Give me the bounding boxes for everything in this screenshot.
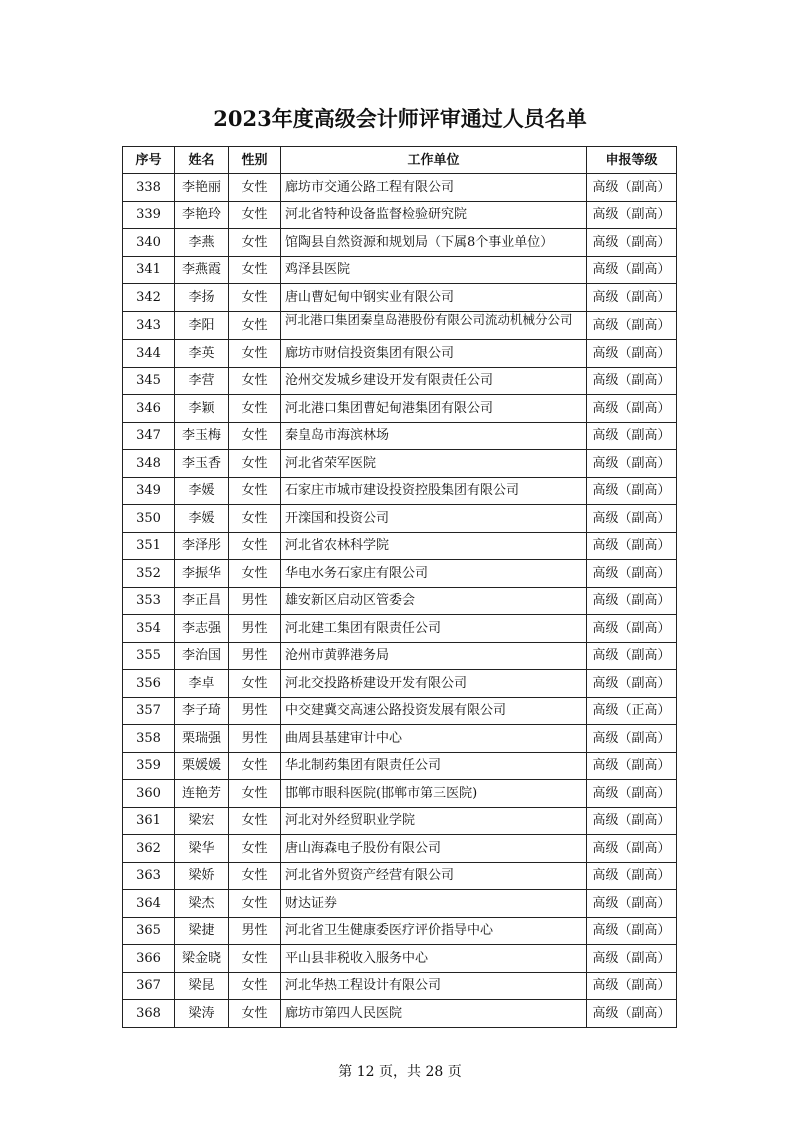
cell-name: 李治国 [175,642,229,670]
cell-unit: 河北省外贸资产经营有限公司 [281,862,587,890]
cell-name: 栗媛媛 [175,752,229,780]
cell-seq: 351 [123,532,175,560]
cell-level: 高级（副高） [587,311,677,340]
cell-seq: 346 [123,395,175,423]
cell-name: 栗瑞强 [175,725,229,753]
cell-gender: 女性 [229,505,281,533]
cell-name: 李燕 [175,229,229,257]
cell-name: 梁华 [175,835,229,863]
cell-unit: 沧州市黄骅港务局 [281,642,587,670]
cell-gender: 女性 [229,229,281,257]
cell-gender: 男性 [229,642,281,670]
cell-level: 高级（副高） [587,670,677,698]
table-row [123,560,677,588]
cell-name: 李阳 [175,311,229,340]
cell-gender: 女性 [229,890,281,918]
cell-seq: 341 [123,256,175,284]
cell-name: 李颖 [175,395,229,423]
cell-seq: 342 [123,284,175,312]
cell-unit: 河北港口集团曹妃甸港集团有限公司 [281,395,587,423]
cell-unit: 财达证券 [281,890,587,918]
cell-gender: 男性 [229,725,281,753]
cell-level: 高级（副高） [587,256,677,284]
cell-level: 高级（副高） [587,229,677,257]
header-level: 申报等级 [587,147,677,174]
table-row [123,862,677,890]
cell-seq: 349 [123,477,175,505]
cell-gender: 男性 [229,587,281,615]
table-row [123,477,677,505]
cell-name: 李艳丽 [175,174,229,202]
cell-unit: 华电水务石家庄有限公司 [281,560,587,588]
table-row [123,697,677,725]
table-row [123,450,677,478]
header-unit: 工作单位 [281,147,587,174]
cell-unit: 廊坊市财信投资集团有限公司 [281,340,587,368]
cell-name: 梁杰 [175,890,229,918]
table-row [123,780,677,808]
cell-gender: 男性 [229,697,281,725]
table-row [123,229,677,257]
cell-name: 李艳玲 [175,201,229,229]
cell-level: 高级（副高） [587,340,677,368]
cell-seq: 365 [123,917,175,945]
table-row [123,725,677,753]
cell-seq: 363 [123,862,175,890]
table-row [123,311,677,340]
roster-table [122,146,677,1028]
cell-name: 李振华 [175,560,229,588]
cell-name: 李泽彤 [175,532,229,560]
page-footer: 第 12 页，共 28 页 [338,1064,462,1080]
cell-unit: 中交建冀交高速公路投资发展有限公司 [281,697,587,725]
cell-seq: 352 [123,560,175,588]
cell-gender: 女性 [229,367,281,395]
cell-level: 高级（副高） [587,560,677,588]
cell-unit: 华北制药集团有限责任公司 [281,752,587,780]
cell-gender: 女性 [229,174,281,202]
cell-seq: 357 [123,697,175,725]
cell-gender: 女性 [229,807,281,835]
cell-unit: 廊坊市交通公路工程有限公司 [281,174,587,202]
cell-name: 梁娇 [175,862,229,890]
table-row [123,890,677,918]
cell-level: 高级（副高） [587,367,677,395]
cell-gender: 女性 [229,395,281,423]
cell-unit: 唐山曹妃甸中钢实业有限公司 [281,284,587,312]
cell-gender: 女性 [229,780,281,808]
cell-level: 高级（副高） [587,945,677,973]
cell-name: 李英 [175,340,229,368]
cell-unit: 沧州交发城乡建设开发有限责任公司 [281,367,587,395]
cell-unit: 廊坊市第四人民医院 [281,1000,587,1028]
cell-unit: 鸡泽县医院 [281,256,587,284]
cell-level: 高级（副高） [587,284,677,312]
table-row [123,615,677,643]
cell-level: 高级（副高） [587,807,677,835]
cell-gender: 女性 [229,477,281,505]
cell-level: 高级（副高） [587,725,677,753]
table-row [123,505,677,533]
cell-name: 李志强 [175,615,229,643]
cell-seq: 368 [123,1000,175,1028]
table-row [123,752,677,780]
cell-gender: 女性 [229,284,281,312]
table-row [123,835,677,863]
cell-gender: 女性 [229,311,281,340]
cell-gender: 女性 [229,256,281,284]
cell-seq: 345 [123,367,175,395]
cell-gender: 女性 [229,945,281,973]
cell-seq: 361 [123,807,175,835]
cell-seq: 360 [123,780,175,808]
cell-level: 高级（副高） [587,422,677,450]
cell-gender: 女性 [229,201,281,229]
header-seq: 序号 [123,147,175,174]
cell-level: 高级（副高） [587,1000,677,1028]
cell-name: 李扬 [175,284,229,312]
cell-seq: 338 [123,174,175,202]
table-row [123,670,677,698]
cell-seq: 367 [123,972,175,1000]
cell-level: 高级（副高） [587,917,677,945]
cell-unit: 河北华热工程设计有限公司 [281,972,587,1000]
cell-seq: 348 [123,450,175,478]
cell-seq: 358 [123,725,175,753]
cell-gender: 女性 [229,1000,281,1028]
cell-level: 高级（副高） [587,201,677,229]
cell-seq: 354 [123,615,175,643]
cell-unit: 邯郸市眼科医院(邯郸市第三医院) [281,780,587,808]
cell-seq: 353 [123,587,175,615]
cell-unit: 河北省卫生健康委医疗评价指导中心 [281,917,587,945]
cell-name: 梁涛 [175,1000,229,1028]
cell-level: 高级（副高） [587,972,677,1000]
table-row [123,284,677,312]
cell-seq: 356 [123,670,175,698]
table-row [123,256,677,284]
cell-level: 高级（副高） [587,505,677,533]
cell-unit: 秦皇岛市海滨林场 [281,422,587,450]
cell-name: 李正昌 [175,587,229,615]
table-row [123,587,677,615]
cell-unit: 石家庄市城市建设投资控股集团有限公司 [281,477,587,505]
cell-name: 李卓 [175,670,229,698]
cell-name: 梁金晓 [175,945,229,973]
cell-gender: 女性 [229,340,281,368]
cell-unit: 开滦国和投资公司 [281,505,587,533]
cell-unit: 平山县非税收入服务中心 [281,945,587,973]
cell-gender: 女性 [229,670,281,698]
cell-name: 连艳芳 [175,780,229,808]
cell-unit: 雄安新区启动区管委会 [281,587,587,615]
header-name: 姓名 [175,147,229,174]
cell-level: 高级（副高） [587,615,677,643]
cell-unit: 唐山海森电子股份有限公司 [281,835,587,863]
cell-gender: 女性 [229,972,281,1000]
cell-name: 李媛 [175,505,229,533]
cell-name: 梁宏 [175,807,229,835]
table-row [123,532,677,560]
cell-seq: 343 [123,311,175,340]
table-row [123,642,677,670]
cell-unit: 河北省荣军医院 [281,450,587,478]
cell-seq: 344 [123,340,175,368]
cell-level: 高级（副高） [587,477,677,505]
cell-gender: 男性 [229,615,281,643]
cell-name: 李玉梅 [175,422,229,450]
cell-unit: 河北交投路桥建设开发有限公司 [281,670,587,698]
cell-gender: 女性 [229,862,281,890]
table-row [123,972,677,1000]
table-row [123,917,677,945]
cell-seq: 362 [123,835,175,863]
table-row [123,174,677,202]
cell-level: 高级（副高） [587,642,677,670]
table-row [123,945,677,973]
cell-gender: 女性 [229,450,281,478]
table-row [123,395,677,423]
cell-name: 梁捷 [175,917,229,945]
cell-seq: 347 [123,422,175,450]
cell-level: 高级（副高） [587,835,677,863]
cell-unit: 河北港口集团秦皇岛港股份有限公司流动机械分公司 [281,311,587,340]
cell-level: 高级（副高） [587,450,677,478]
cell-seq: 340 [123,229,175,257]
cell-unit: 馆陶县自然资源和规划局（下属8个事业单位） [281,229,587,257]
cell-name: 梁昆 [175,972,229,1000]
cell-unit: 河北省特种设备监督检验研究院 [281,201,587,229]
cell-gender: 女性 [229,422,281,450]
cell-name: 李媛 [175,477,229,505]
cell-seq: 364 [123,890,175,918]
cell-unit: 河北对外经贸职业学院 [281,807,587,835]
page-title: 2023年度高级会计师评审通过人员名单 [213,106,587,131]
cell-unit: 河北建工集团有限责任公司 [281,615,587,643]
cell-name: 李子琦 [175,697,229,725]
cell-level: 高级（副高） [587,532,677,560]
cell-gender: 女性 [229,835,281,863]
table-row [123,201,677,229]
cell-level: 高级（副高） [587,587,677,615]
cell-level: 高级（副高） [587,174,677,202]
header-gender: 性别 [229,147,281,174]
cell-level: 高级（副高） [587,890,677,918]
cell-level: 高级（副高） [587,752,677,780]
cell-gender: 女性 [229,532,281,560]
table-row [123,340,677,368]
cell-level: 高级（副高） [587,780,677,808]
cell-gender: 女性 [229,752,281,780]
cell-gender: 男性 [229,917,281,945]
cell-name: 李燕霞 [175,256,229,284]
cell-seq: 350 [123,505,175,533]
cell-level: 高级（正高） [587,697,677,725]
table-body [123,174,677,1028]
table-row [123,422,677,450]
cell-level: 高级（副高） [587,862,677,890]
table-row [123,367,677,395]
cell-name: 李营 [175,367,229,395]
table-header-row [123,147,677,174]
cell-seq: 366 [123,945,175,973]
table-row [123,1000,677,1028]
cell-gender: 女性 [229,560,281,588]
cell-seq: 359 [123,752,175,780]
cell-unit: 曲周县基建审计中心 [281,725,587,753]
cell-unit: 河北省农林科学院 [281,532,587,560]
cell-seq: 355 [123,642,175,670]
cell-name: 李玉香 [175,450,229,478]
cell-level: 高级（副高） [587,395,677,423]
table-row [123,807,677,835]
cell-seq: 339 [123,201,175,229]
